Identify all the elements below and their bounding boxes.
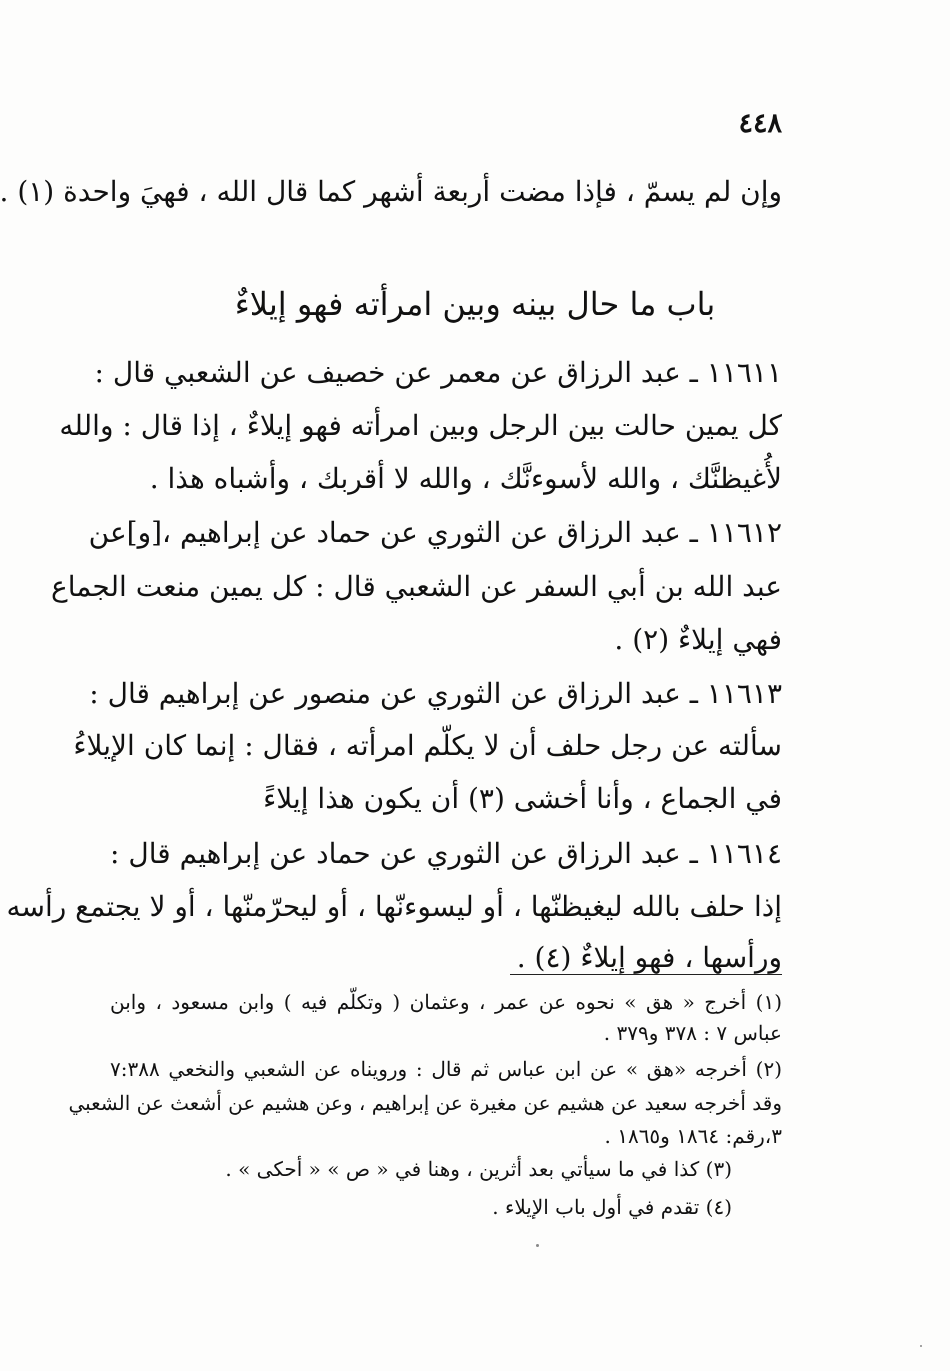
hadith-line: في الجماع ، وأنا أخشى (٣) أن يكون هذا إيلاءً bbox=[263, 782, 782, 815]
paper-speck bbox=[920, 1345, 922, 1347]
footnote-line: (٤) تقدم في أول باب الإيلاء . bbox=[492, 1195, 732, 1219]
footnote-divider bbox=[510, 974, 782, 975]
hadith-line: عبد الله بن أبي السفر عن الشعبي قال : كل يمين منعت الجماع bbox=[50, 570, 782, 603]
chapter-title: باب ما حال بينه وبين امرأته فهو إيلاءٌ bbox=[234, 285, 716, 323]
footnote-line: (٣) كذا في ما سيأتي بعد أثرين ، وهنا في « ص » « أحكى » . bbox=[225, 1157, 732, 1181]
hadith-line: كل يمين حالت بين الرجل وبين امرأته فهو إيلاءٌ ، إذا قال : والله bbox=[59, 409, 782, 442]
hadith-line: ١١٦١٣ ـ عبد الرزاق عن الثوري عن منصور عن إبراهيم قال : bbox=[89, 677, 782, 710]
hadith-line: إذا حلف بالله ليغيظنّها ، أو ليسوءنّها ، أو ليحرّمنّها ، أو لا يجتمع رأسه bbox=[6, 890, 782, 923]
hadith-line: ١١٦١٢ ـ عبد الرزاق عن الثوري عن حماد عن إبراهيم ،[و]عن bbox=[88, 516, 782, 549]
hadith-line: ورأسها ، فهو إيلاءٌ (٤) . bbox=[516, 941, 782, 974]
footnote-line: (١) أخرج « هق » نحوه عن عمر ، وعثمان ( وتكلّم فيه ) وابن مسعود ، وابن bbox=[110, 990, 782, 1014]
intro-line: وإن لم يسمّ ، فإذا مضت أربعة أشهر كما قال الله ، فهيَ واحدة (١) . bbox=[0, 175, 782, 208]
footnote-line: (٢) أخرجه «هق » عن ابن عباس ثم قال : ورويناه عن الشعبي والنخعي ٧:٣٨٨ bbox=[110, 1057, 782, 1081]
footnote-line: وقد أخرجه سعيد عن هشيم عن مغيرة عن إبراهيم ، وعن هشيم عن أشعث عن الشعبي bbox=[68, 1091, 782, 1115]
page-number: ٤٤٨ bbox=[738, 108, 782, 139]
footnote-line: ٣،رقم: ١٨٦٤ و١٨٦٥ . bbox=[604, 1124, 782, 1148]
hadith-line: ١١٦١١ ـ عبد الرزاق عن معمر عن خصيف عن الشعبي قال : bbox=[94, 356, 782, 389]
paper-speck bbox=[536, 1244, 539, 1247]
hadith-line: سألته عن رجل حلف أن لا يكلّم امرأته ، فقال : إنما كان الإيلاءُ bbox=[73, 729, 782, 762]
hadith-line: فهي إيلاءٌ (٢) . bbox=[614, 623, 782, 656]
hadith-line: ١١٦١٤ ـ عبد الرزاق عن الثوري عن حماد عن إبراهيم قال : bbox=[110, 837, 782, 870]
hadith-line: لأُغيظنَّك ، والله لأسوءنَّك ، والله لا أقربك ، وأشباه هذا . bbox=[149, 462, 782, 495]
footnote-line: عباس ٧ : ٣٧٨ و٣٧٩ . bbox=[603, 1021, 782, 1045]
